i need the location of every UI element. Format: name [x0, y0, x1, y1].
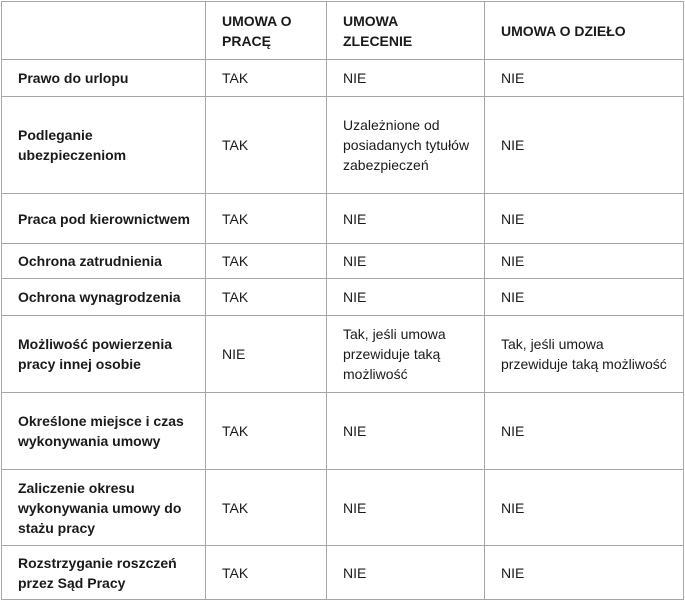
header-corner	[2, 2, 206, 60]
cell-umowa-zlecenie: NIE	[327, 279, 485, 316]
row-label: Podleganie ubezpieczeniom	[2, 97, 206, 194]
cell-umowa-zlecenie: NIE	[327, 194, 485, 244]
cell-umowa-o-dzielo: NIE	[485, 470, 684, 546]
table-row	[2, 470, 684, 546]
header-umowa-o-dzielo: UMOWA O DZIEŁO	[485, 2, 684, 60]
cell-umowa-zlecenie: Tak, jeśli umowa przewiduje taką możliwość	[327, 316, 485, 393]
table-row	[2, 546, 684, 600]
row-label: Ochrona wynagrodzenia	[2, 279, 206, 316]
cell-umowa-zlecenie: Uzależnione od posiadanych tytułów zabezpieczeń	[327, 97, 485, 194]
cell-umowa-o-prace: TAK	[206, 60, 327, 97]
cell-umowa-o-prace: TAK	[206, 194, 327, 244]
cell-umowa-zlecenie: NIE	[327, 244, 485, 279]
row-label: Ochrona zatrudnienia	[2, 244, 206, 279]
table-row	[2, 393, 684, 470]
comparison-table	[1, 1, 684, 600]
table-row	[2, 97, 684, 194]
cell-umowa-o-dzielo: Tak, jeśli umowa przewiduje taką możliwość	[485, 316, 684, 393]
cell-umowa-o-dzielo: NIE	[485, 244, 684, 279]
table-row	[2, 60, 684, 97]
header-umowa-zlecenie: UMOWA ZLECENIE	[327, 2, 485, 60]
row-label: Określone miejsce i czas wykonywania umowy	[2, 393, 206, 470]
row-label: Praca pod kierownictwem	[2, 194, 206, 244]
row-label: Możliwość powierzenia pracy innej osobie	[2, 316, 206, 393]
row-label: Rozstrzyganie roszczeń przez Sąd Pracy	[2, 546, 206, 600]
cell-umowa-o-dzielo: NIE	[485, 546, 684, 600]
cell-umowa-zlecenie: NIE	[327, 546, 485, 600]
header-row	[2, 2, 684, 60]
table-row	[2, 244, 684, 279]
cell-umowa-o-prace: TAK	[206, 97, 327, 194]
row-label: Prawo do urlopu	[2, 60, 206, 97]
cell-umowa-o-dzielo: NIE	[485, 393, 684, 470]
cell-umowa-zlecenie: NIE	[327, 470, 485, 546]
header-umowa-o-prace: UMOWA O PRACĘ	[206, 2, 327, 60]
table-row	[2, 194, 684, 244]
cell-umowa-o-dzielo: NIE	[485, 279, 684, 316]
cell-umowa-zlecenie: NIE	[327, 393, 485, 470]
cell-umowa-o-dzielo: NIE	[485, 60, 684, 97]
cell-umowa-o-prace: TAK	[206, 546, 327, 600]
table-row	[2, 279, 684, 316]
cell-umowa-o-dzielo: NIE	[485, 97, 684, 194]
cell-umowa-zlecenie: NIE	[327, 60, 485, 97]
cell-umowa-o-prace: TAK	[206, 470, 327, 546]
cell-umowa-o-dzielo: NIE	[485, 194, 684, 244]
cell-umowa-o-prace: TAK	[206, 244, 327, 279]
table-row	[2, 316, 684, 393]
cell-umowa-o-prace: TAK	[206, 279, 327, 316]
cell-umowa-o-prace: NIE	[206, 316, 327, 393]
cell-umowa-o-prace: TAK	[206, 393, 327, 470]
row-label: Zaliczenie okresu wykonywania umowy do stażu pracy	[2, 470, 206, 546]
